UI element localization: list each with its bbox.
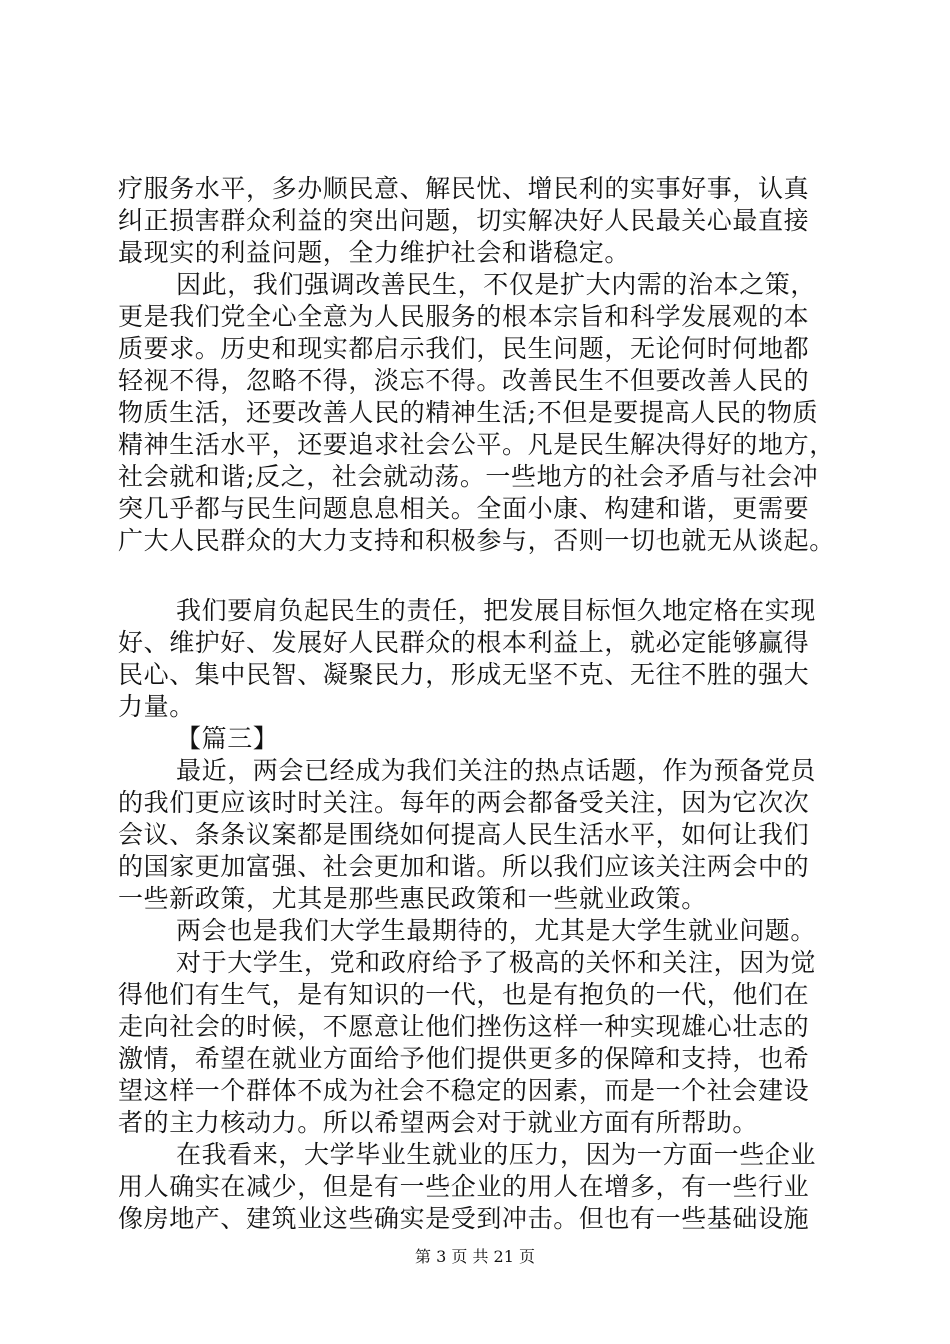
text-line: 纠正损害群众利益的突出问题，切实解决好人民最关心最直接 bbox=[118, 206, 810, 235]
text-line: 的我们更应该时时关注。每年的两会都备受关注，因为它次次 bbox=[118, 788, 810, 817]
text-line: 精神生活水平，还要追求社会公平。凡是民生解决得好的地方， bbox=[118, 430, 835, 459]
text-line: 疗服务水平，多办顺民意、解民忧、增民利的实事好事，认真 bbox=[118, 174, 810, 203]
paragraph-start-line: 两会也是我们大学生最期待的，尤其是大学生就业问题。 bbox=[176, 916, 817, 945]
text-line: 轻视不得，忽略不得，淡忘不得。改善民生不但要改善人民的 bbox=[118, 366, 810, 395]
text-line: 好、维护好、发展好人民群众的根本利益上，就必定能够赢得 bbox=[118, 628, 810, 657]
text-line: 一些新政策，尤其是那些惠民政策和一些就业政策。 bbox=[118, 884, 707, 913]
paragraph-start-line: 在我看来，大学毕业生就业的压力，因为一方面一些企业 bbox=[176, 1140, 817, 1169]
page-footer: 第 3 页 共 21 页 bbox=[415, 1247, 535, 1266]
text-line: 最现实的利益问题，全力维护社会和谐稳定。 bbox=[118, 238, 631, 267]
document-body bbox=[118, 173, 853, 1235]
text-line: 民心、集中民智、凝聚民力，形成无坚不克、无往不胜的强大 bbox=[118, 660, 810, 689]
text-line: 更是我们党全心全意为人民服务的根本宗旨和科学发展观的本 bbox=[118, 302, 810, 331]
text-line: 用人确实在减少，但是有一些企业的用人在增多，有一些行业 bbox=[118, 1172, 810, 1201]
text-line: 像房地产、建筑业这些确实是受到冲击。但也有一些基础设施 bbox=[118, 1204, 810, 1233]
text-line: 会议、条条议案都是围绕如何提高人民生活水平，如何让我们 bbox=[118, 820, 810, 849]
paragraph-start-line: 因此，我们强调改善民生，不仅是扩大内需的治本之策， bbox=[176, 270, 817, 299]
text-line: 质要求。历史和现实都启示我们，民生问题，无论何时何地都 bbox=[118, 334, 810, 363]
text-line: 的国家更加富强、社会更加和谐。所以我们应该关注两会中的 bbox=[118, 852, 810, 881]
text-line: 激情，希望在就业方面给予他们提供更多的保障和支持，也希 bbox=[118, 1044, 810, 1073]
text-line: 物质生活，还要改善人民的精神生活;不但是要提高人民的物质 bbox=[118, 398, 819, 427]
text-line: 社会就和谐;反之，社会就动荡。一些地方的社会矛盾与社会冲 bbox=[118, 462, 819, 491]
paragraph-start-line: 我们要肩负起民生的责任，把发展目标恒久地定格在实现 bbox=[176, 596, 817, 625]
text-line: 走向社会的时候，不愿意让他们挫伤这样一种实现雄心壮志的 bbox=[118, 1012, 810, 1041]
text-line: 望这样一个群体不成为社会不稳定的因素，而是一个社会建设 bbox=[118, 1076, 810, 1105]
paragraph-gap bbox=[118, 557, 853, 595]
text-line: 力量。 bbox=[118, 692, 195, 721]
text-line: 者的主力核动力。所以希望两会对于就业方面有所帮助。 bbox=[118, 1108, 759, 1137]
section-heading: 【篇三】 bbox=[176, 724, 279, 753]
paragraph-start-line: 最近，两会已经成为我们关注的热点话题，作为预备党员 bbox=[176, 756, 817, 785]
text-line: 突几乎都与民生问题息息相关。全面小康、构建和谐，更需要 bbox=[118, 494, 810, 523]
paragraph-start-line: 对于大学生，党和政府给予了极高的关怀和关注，因为觉 bbox=[176, 948, 817, 977]
text-line: 得他们有生气，是有知识的一代，也是有抱负的一代，他们在 bbox=[118, 980, 810, 1009]
text-line: 广大人民群众的大力支持和积极参与，否则一切也就无从谈起。 bbox=[118, 526, 835, 555]
